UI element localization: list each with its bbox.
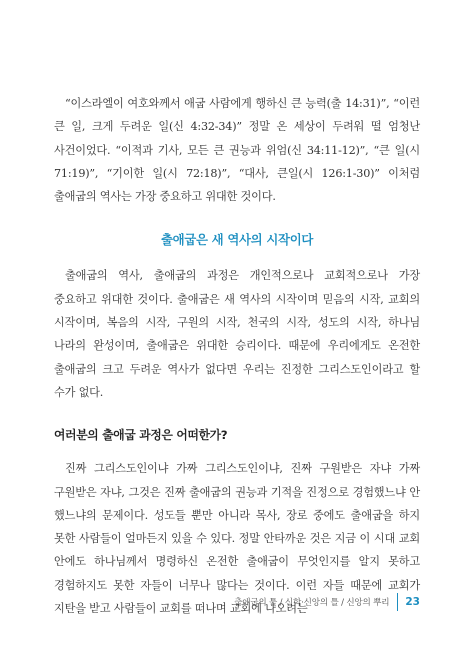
body-paragraph-2: 출애굽의 역사, 출애굽의 과정은 개인적으로나 교회적으로나 가장 중요하고 위대한 것이다. 출애굽은 새 역사의 시작이며 믿음의 시작, 교회의 시작이며, 복음의 시작, 구원의 시작, 천국의 시작, 성도의 시작, 하나님 나라의 완성이며, 출애굽은 위대한 승리이다. 때문에 우리에게도 온전한 출애굽의 크고 두려운 역사가 없다면 우리는 진정한 그리스도인이라고 할 수가 없다. xyxy=(54,269,420,399)
section-heading: 출애굽은 새 역사의 시작이다 xyxy=(160,232,314,248)
running-title: 출애굽의 틀 / 신학·신앙의 틀 / 신앙의 뿌리 xyxy=(234,598,390,608)
body-paragraph-1: “이스라엘이 여호와께서 애굽 사람에게 행하신 큰 능력(출 14:31)”, “이런 큰 일, 크게 두려운 일(신 4:32-34)” 정말 온 세상이 두려워 떨 엄청난 사건이었다. “이적과 기사, 모든 큰 권능과 위엄(신 34:11-12)”, “큰 일(시 71:19)”, “기이한 일(시 72:18)”, “대사, 큰일(시 126:1-30)” 이처럼 출애굽의 역사는 가장 중요하고 위대한 것이다. xyxy=(54,97,420,204)
page-content xyxy=(54,92,420,620)
page-number: 23 xyxy=(405,596,420,608)
page-footer xyxy=(234,589,420,615)
body-paragraph-3: 진짜 그리스도인이냐 가짜 그리스도인이냐, 진짜 구원받은 자냐 가짜 구원받은 자냐, 그것은 진짜 출애굽의 권능과 기적을 진정으로 경험했느냐 안 했느냐의 문제이다. 성도들 뿐만 아니라 목사, 장로 중에도 출애굽을 하지 못한 사람들이 얼마든지 있을 수 있다. 정말 안타까운 것은 지금 이 시대 교회 안에도 하나님께서 명령하신 온전한 출애굽이 무엇인지를 알지 못하고 경험하지도 못한 자들이 너무나 많다는 것이다. 이런 자들 때문에 교회가 지탄을 받고 사람들이 교회를 떠나며 교회에 나오려는 xyxy=(54,462,420,616)
sub-heading: 여러분의 출애굽 과정은 어떠한가? xyxy=(54,428,228,443)
footer-divider xyxy=(397,593,398,611)
